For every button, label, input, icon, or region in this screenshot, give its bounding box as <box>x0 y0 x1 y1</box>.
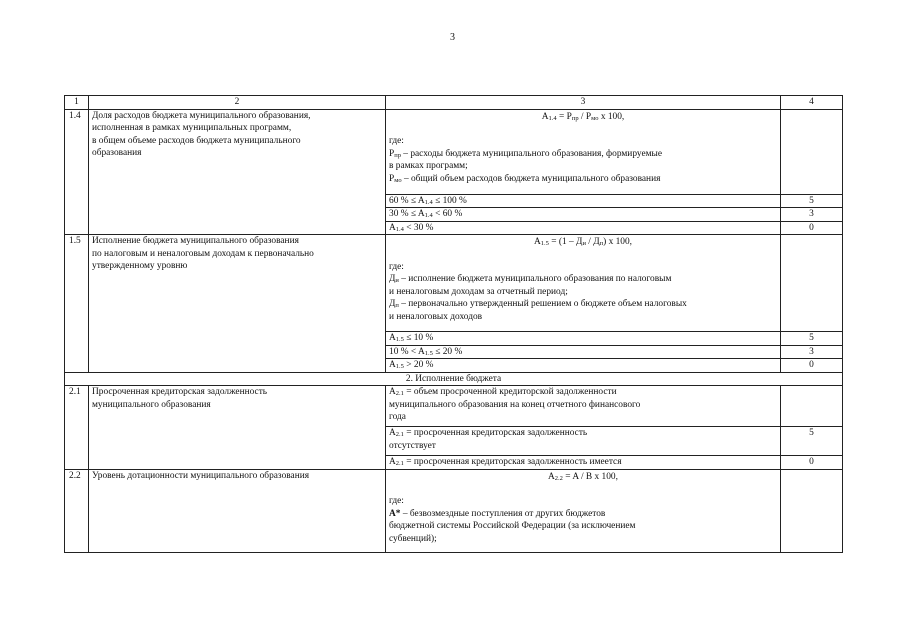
formula: $A_{2.2} = A / B$ x 100, <box>548 471 618 482</box>
row-number: 2.2 <box>65 469 89 552</box>
table-row <box>65 235 843 332</box>
formula-cell: $A_{1.4} = P_{пр} / P_{мо}$ x 100, где: $P_{пр}$ – расходы бюджета муниципального образования, формируемые в рамках программ; $P_{мо}$ – общий объем расходов бюджета муниципального образования <box>386 109 781 194</box>
indicator-name: Уровень дотационности муниципального образования <box>89 469 386 552</box>
definition: $Д_и$ – исполнение бюджета муниципального образования по налоговым <box>389 274 672 284</box>
condition: $A_{1.5} > 20$ % <box>386 359 781 373</box>
indicator-name: Просроченная кредиторская задолженность муниципального образования <box>89 386 386 470</box>
score: 3 <box>781 208 843 222</box>
score-cell <box>781 386 843 427</box>
score: 0 <box>781 456 843 470</box>
table-row <box>65 109 843 194</box>
score: 5 <box>781 332 843 346</box>
formula: $A_{1.5} = (1 - Д_и / Д_п)$ x 100, <box>533 237 633 247</box>
condition: 30 % ≤ $A_{1.4} < 60$ % <box>386 208 781 222</box>
condition: $A_{1.4} < 30$ % <box>386 221 781 235</box>
score: 3 <box>781 345 843 359</box>
formula-cell: $A_{2.2} = A / B$ x 100, где: A* – безвозмездные поступления от других бюджетов бюджетной системы Российской Федерации (за исключением субвенций); <box>386 469 781 552</box>
condition: 60 % ≤ $A_{1.4} \le 100$ % <box>386 194 781 208</box>
page-number: 3 <box>450 32 455 43</box>
score-cell <box>781 235 843 332</box>
indicator-name: Доля расходов бюджета муниципального образования, исполненная в рамках муниципальных программ, в общем объеме расходов бюджета муниципального образования <box>89 109 386 235</box>
definition: $P_{пр}$ – расходы бюджета муниципального образования, формируемые <box>389 148 662 159</box>
column-header: 4 <box>781 96 843 110</box>
score: 5 <box>781 194 843 208</box>
definition: $P_{мо}$ – общий объем расходов бюджета муниципального образования <box>389 173 661 184</box>
row-number: 1.5 <box>65 235 89 373</box>
column-header: 2 <box>89 96 386 110</box>
condition: $A_{1.5} \le 10$ % <box>386 332 781 346</box>
score-cell <box>781 469 843 552</box>
score: 5 <box>781 427 843 456</box>
score-cell <box>781 109 843 194</box>
score: 0 <box>781 221 843 235</box>
row-number: 2.1 <box>65 386 89 470</box>
table-row <box>65 386 843 427</box>
indicator-name: Исполнение бюджета муниципального образования по налоговым и неналоговым доходам к первоначально утвержденному уровню <box>89 235 386 373</box>
section-title: 2. Исполнение бюджета <box>65 372 843 386</box>
definition: A* – безвозмездные поступления от других бюджетов <box>389 508 606 519</box>
section-row <box>65 372 843 386</box>
formula-cell: $A_{2.1}$ = объем просроченной кредиторской задолженности муниципального образования на конец отчетного финансового года <box>386 386 781 427</box>
score: 0 <box>781 359 843 373</box>
formula-cell: $A_{1.5} = (1 - Д_и / Д_п)$ x 100, где: $Д_и$ – исполнение бюджета муниципального образования по налоговым и неналоговым доходам за отчетный период; $Д_п$ – первоначально утвержденный решением о бюджете объем налоговых и неналоговых доходов <box>386 235 781 332</box>
definition: $Д_п$ – первоначально утвержденный решением о бюджете объем налоговых <box>389 299 687 309</box>
table-header-row <box>65 96 843 110</box>
condition: $A_{2.1}$ = просроченная кредиторская задолженность отсутствует <box>386 427 781 456</box>
row-number: 1.4 <box>65 109 89 235</box>
condition: 10 % < $A_{1.5} \le 20$ % <box>386 345 781 359</box>
formula: $A_{1.4} = P_{пр} / P_{мо}$ x 100, <box>541 111 625 122</box>
criteria-table <box>64 95 843 553</box>
column-header: 1 <box>65 96 89 110</box>
condition: $A_{2.1}$ = просроченная кредиторская задолженность имеется <box>386 456 781 470</box>
table-row <box>65 469 843 552</box>
definition: $A_{2.1}$ = объем просроченной кредиторской задолженности <box>389 387 617 397</box>
column-header: 3 <box>386 96 781 110</box>
